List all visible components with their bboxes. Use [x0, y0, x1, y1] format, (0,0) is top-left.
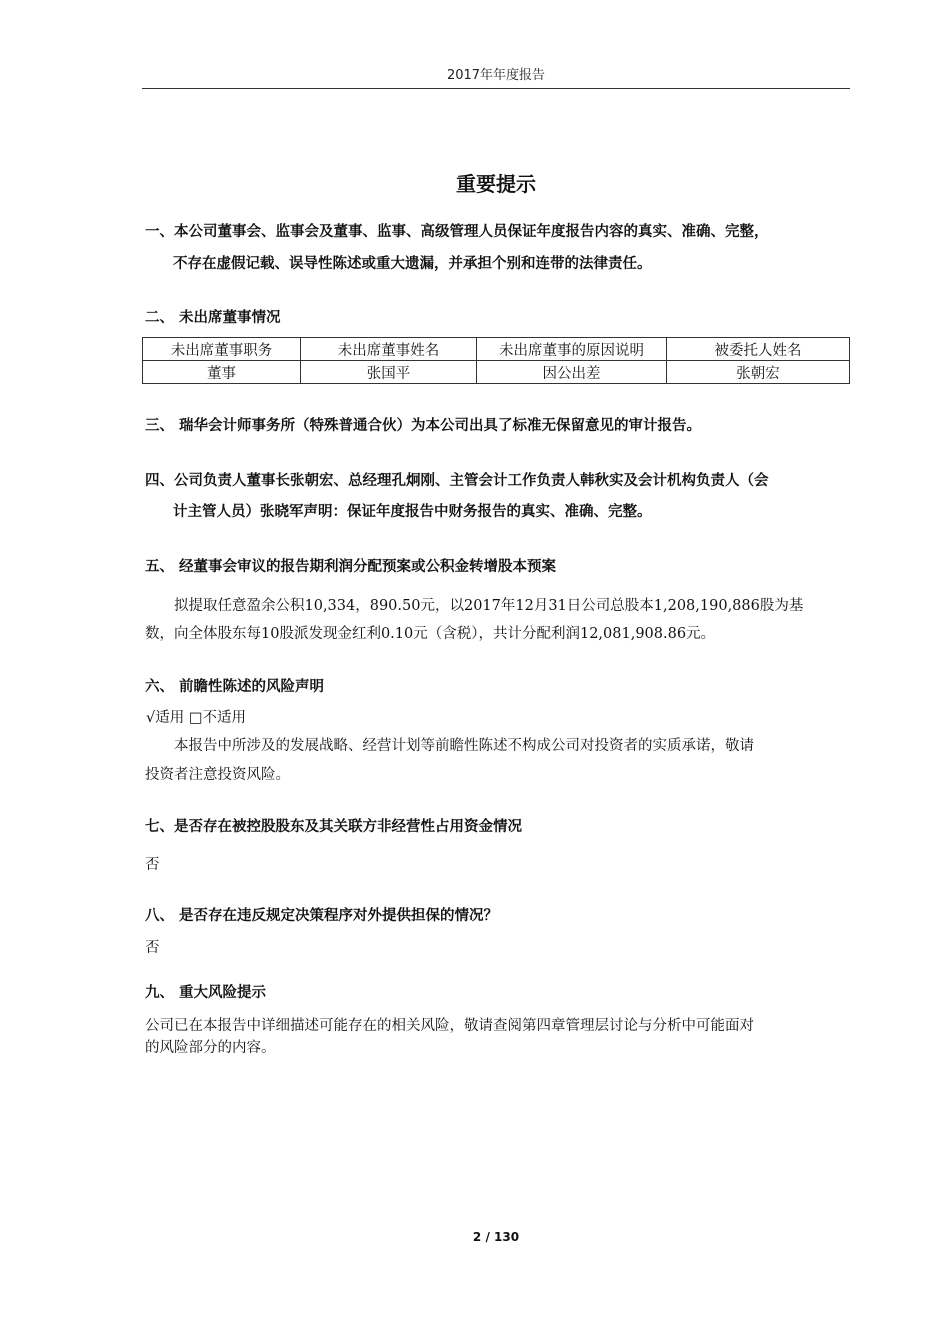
section-7-heading: 七、是否存在被控股股东及其关联方非经营性占用资金情况 — [145, 819, 522, 835]
section-5-paragraph-line-1: 拟提取任意盈余公积10,334，890.50元，以2017年12月31日公司总股本1,208,190,886股为基 — [174, 598, 804, 614]
absent-directors-table — [142, 337, 850, 384]
section-8-answer: 否 — [145, 940, 160, 956]
section-9-paragraph-line-1: 公司已在本报告中详细描述可能存在的相关风险，敬请查阅第四章管理层讨论与分析中可能面对 — [145, 1018, 754, 1034]
table-header-cell: 未出席董事的原因说明 — [477, 338, 667, 361]
section-6-heading: 六、 前瞻性陈述的风险声明 — [145, 679, 325, 695]
table-cell: 张朝宏 — [667, 361, 850, 384]
table-header-cell: 未出席董事职务 — [143, 338, 301, 361]
header-divider — [142, 88, 850, 89]
applicability-checkbox-line: √适用 □不适用 — [146, 710, 247, 726]
section-3-line-1: 三、 瑞华会计师事务所（特殊普通合伙）为本公司出具了标准无保留意见的审计报告。 — [145, 418, 702, 434]
table-cell: 因公出差 — [477, 361, 667, 384]
section-2-heading: 二、 未出席董事情况 — [145, 310, 281, 326]
section-4-line-1: 四、公司负责人董事长张朝宏、总经理孔炯刚、主管会计工作负责人韩秋实及会计机构负责人（会 — [145, 473, 769, 489]
page-header: 2017年年度报告 — [446, 68, 546, 83]
table-row — [143, 361, 850, 384]
table-header-row — [143, 338, 850, 361]
table-header-cell: 未出席董事姓名 — [301, 338, 477, 361]
section-9-paragraph-line-2: 的风险部分的内容。 — [145, 1040, 276, 1056]
section-6-paragraph-line-2: 投资者注意投资风险。 — [145, 767, 290, 783]
section-1-line-2: 不存在虚假记载、误导性陈述或重大遗漏，并承担个别和连带的法律责任。 — [173, 256, 652, 272]
table-cell: 张国平 — [301, 361, 477, 384]
section-7-answer: 否 — [145, 857, 160, 873]
table-cell: 董事 — [143, 361, 301, 384]
section-9-heading: 九、 重大风险提示 — [145, 985, 267, 1001]
page-title: 重要提示 — [456, 172, 536, 196]
page-number: 2 / 130 — [472, 1230, 520, 1244]
section-6-paragraph-line-1: 本报告中所涉及的发展战略、经营计划等前瞻性陈述不构成公司对投资者的实质承诺，敬请 — [174, 738, 754, 754]
section-1-line-1: 一、本公司董事会、监事会及董事、监事、高级管理人员保证年度报告内容的真实、准确、完整， — [145, 224, 769, 240]
table-header-cell: 被委托人姓名 — [667, 338, 850, 361]
section-4-line-2: 计主管人员）张晓军声明：保证年度报告中财务报告的真实、准确、完整。 — [173, 504, 652, 520]
section-5-paragraph-line-2: 数，向全体股东每10股派发现金红利0.10元（含税），共计分配利润12,081,908.86元。 — [145, 626, 716, 642]
section-8-heading: 八、 是否存在违反规定决策程序对外提供担保的情况？ — [145, 908, 499, 924]
section-5-heading: 五、 经董事会审议的报告期利润分配预案或公积金转增股本预案 — [145, 559, 557, 575]
